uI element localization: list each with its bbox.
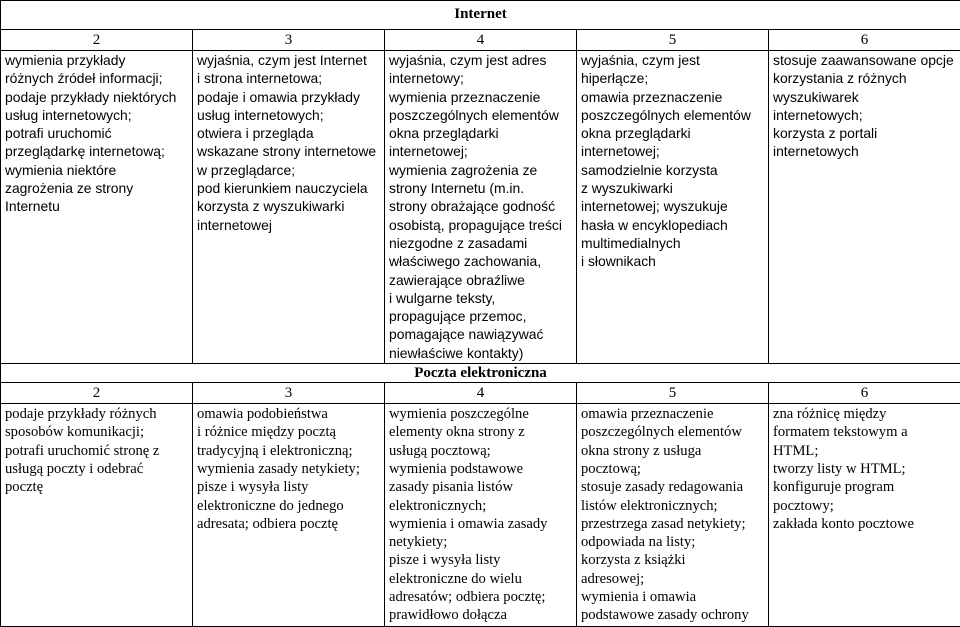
internet-grade-4-requirements bbox=[385, 51, 577, 364]
cell-text: zna różnicę między formatem tekstowym a HTML; tworzy listy w HTML; konfiguruje program pocztowy; zakłada konto pocztowe bbox=[773, 405, 956, 533]
section-title-internet: Internet bbox=[1, 1, 960, 30]
grade-header: 4 bbox=[385, 383, 577, 404]
grade-header: 3 bbox=[193, 30, 385, 51]
grade-header: 5 bbox=[577, 30, 769, 51]
internet-grade-2-requirements bbox=[1, 51, 193, 364]
cell-text: wyjaśnia, czym jest adres internetowy; wymienia przeznaczenie poszczególnych elementów okna przeglądarki internetowej; wymienia zagrożenia ze strony Internetu (m.in. strony obrażające godność osobistą, propagujące treści niezgodne z zasadami właściwego zachowania, zawierające obraźliwe i wulgarne teksty, propagujące przemoc, pomagające nawiązywać niewłaściwe kontakty) bbox=[389, 51, 572, 362]
grade-header: 6 bbox=[769, 383, 960, 404]
grade-header: 4 bbox=[385, 30, 577, 51]
grade-header: 5 bbox=[577, 383, 769, 404]
cell-text: wymienia przykłady różnych źródeł informacji; podaje przykłady niektórych usług internetowych; potrafi uruchomić przeglądarkę internetową; wymienia niektóre zagrożenia ze strony Internetu bbox=[5, 51, 188, 216]
grade-header: 6 bbox=[769, 30, 960, 51]
internet-grade-6-requirements bbox=[769, 51, 960, 364]
cell-text: wymienia poszczególne elementy okna strony z usługą pocztową; wymienia podstawowe zasady pisania listów elektronicznych; wymienia i omawia zasady netykiety; pisze i wysyła listy elektroniczne do wielu adresatów; odbiera pocztę; prawidłowo dołącza bbox=[389, 405, 572, 625]
email-grade-5-requirements bbox=[577, 404, 769, 627]
email-grade-6-requirements bbox=[769, 404, 960, 627]
cell-text: podaje przykłady różnych sposobów komunikacji; potrafi uruchomić stronę z usługą poczty i odebrać pocztę bbox=[5, 405, 188, 496]
cell-text: wyjaśnia, czym jest Internet i strona internetowa; podaje i omawia przykłady usług internetowych; otwiera i przegląda wskazane strony internetowe w przeglądarce; pod kierunkiem nauczyciela korzysta z wyszukiwarki internetowej bbox=[197, 51, 380, 234]
grade-header: 2 bbox=[1, 30, 193, 51]
internet-grade-5-requirements bbox=[577, 51, 769, 364]
email-grade-4-requirements bbox=[385, 404, 577, 627]
email-grade-3-requirements bbox=[193, 404, 385, 627]
email-grade-2-requirements bbox=[1, 404, 193, 627]
grade-header: 2 bbox=[1, 383, 193, 404]
cell-text: wyjaśnia, czym jest hiperłącze; omawia przeznaczenie poszczególnych elementów okna przeglądarki internetowej; samodzielnie korzysta z wyszukiwarki internetowej; wyszukuje hasła w encyklopediach multimedialnych i słownikach bbox=[581, 51, 764, 271]
cell-text: omawia podobieństwa i różnice między pocztą tradycyjną i elektroniczną; wymienia zasady netykiety; pisze i wysyła listy elektroniczne do jednego adresata; odbiera pocztę bbox=[197, 405, 380, 533]
internet-grade-3-requirements bbox=[193, 51, 385, 364]
section-title-email: Poczta elektroniczna bbox=[385, 364, 577, 383]
cell-text: omawia przeznaczenie poszczególnych elementów okna strony z usługa pocztową; stosuje zasady redagowania listów elektronicznych; przestrzega zasad netykiety; odpowiada na listy; korzysta z książki adresowej; wymienia i omawia podstawowe zasady ochrony bbox=[581, 405, 764, 625]
cell-text: stosuje zaawansowane opcje korzystania z różnych wyszukiwarek internetowych; korzysta z portali internetowych bbox=[773, 51, 956, 161]
grade-header: 3 bbox=[193, 383, 385, 404]
